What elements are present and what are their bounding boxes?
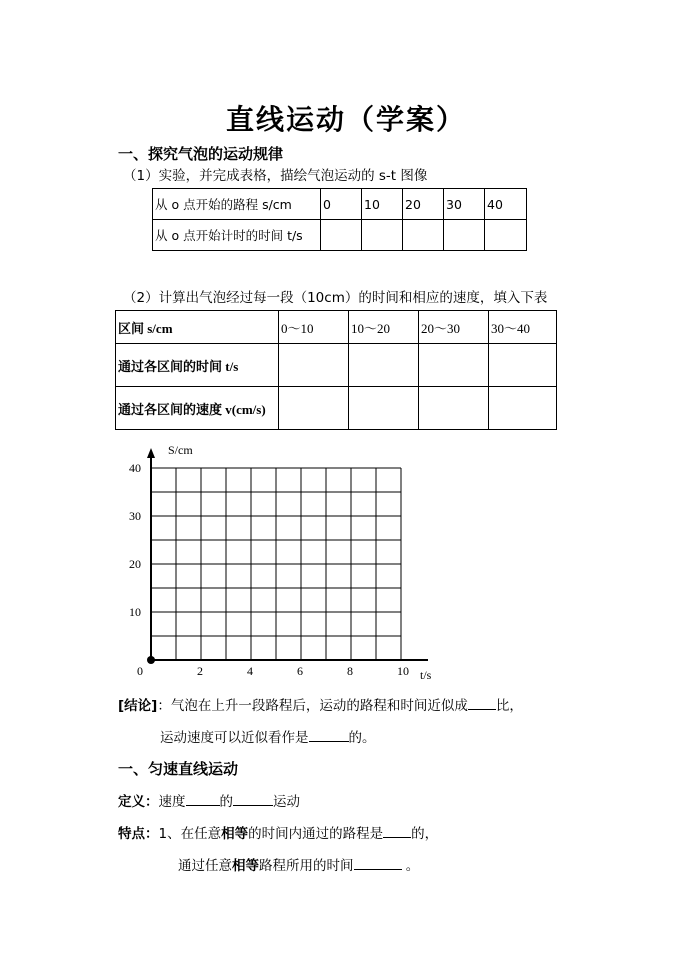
conclusion-text-b: 比， [495,698,523,714]
data-points [147,656,155,664]
feature2-text-c: 。 [401,858,420,874]
feature2-bold: 相等 [232,858,259,874]
distance-cell: 20 [403,189,444,220]
y-tick-label: 10 [129,605,141,619]
interval-cell: 10～20 [349,311,419,344]
speed-input-cell[interactable] [489,387,557,430]
row2-label: 从 o 点开始计时的时间 t/s [153,220,321,251]
axes [147,448,428,660]
time-input-cell[interactable] [489,344,557,387]
x-tick-label: 2 [197,664,203,678]
interval-cell: 0～10 [279,311,349,344]
time-input-cell[interactable] [419,344,489,387]
definition-text-a: 速度 [158,794,186,810]
section2-heading: 一、匀速直线运动 [118,760,239,778]
x-tick-label: 8 [347,664,353,678]
feature-line2 [178,854,419,874]
table-row [116,387,557,430]
speed-input-cell[interactable] [419,387,489,430]
blank-speed-type[interactable] [309,740,349,742]
tick-labels [129,461,409,678]
definition-text-b: 的 [219,794,233,810]
interval-cell: 30～40 [489,311,557,344]
feature1-text-c: 的， [411,826,439,842]
y-tick-label: 30 [129,509,141,523]
interval-cell: 20～30 [419,311,489,344]
blank-feature-2[interactable] [354,868,402,870]
row-speed-label: 通过各区间的速度 v(cm/s) [116,387,279,430]
feature1-bold: 相等 [221,826,249,842]
feature1-text-a: 1、在任意 [158,826,222,842]
time-input-cell[interactable] [362,220,403,251]
x-axis-label: t/s [420,668,432,682]
x-tick-label: 10 [397,664,409,678]
conclusion-line1 [118,694,523,714]
y-tick-label: 40 [129,461,141,475]
table-row [153,220,527,251]
s-t-graph[interactable] [110,438,450,688]
conclusion-text-c: 运动速度可以近似看作是 [160,730,309,746]
x-tick-label: 4 [247,664,253,678]
step1-instruction: （1）实验，并完成表格，描绘气泡运动的 s-t 图像 [123,168,428,184]
time-input-cell[interactable] [279,344,349,387]
row-time-label: 通过各区间的时间 t/s [116,344,279,387]
blank-def-1[interactable] [186,804,220,806]
step2-instruction: （2）计算出气泡经过每一段（10cm）的时间和相应的速度，填入下表 [123,290,548,306]
blank-proportion[interactable] [468,708,496,710]
time-input-cell[interactable] [321,220,362,251]
conclusion-line2 [160,726,376,746]
row1-label: 从 o 点开始的路程 s/cm [153,189,321,220]
section1-heading: 一、探究气泡的运动规律 [118,145,284,163]
feature2-text-b: 路程所用的时间 [259,858,354,874]
interval-header-label: 区间 s/cm [116,311,279,344]
distance-cell: 0 [321,189,362,220]
distance-cell: 30 [444,189,485,220]
conclusion-text-a: ：气泡在上升一段路程后，运动的路程和时间近似成 [157,698,468,714]
grid-lines [151,468,401,660]
definition-text-c: 运动 [273,794,300,810]
time-input-cell[interactable] [444,220,485,251]
time-input-cell[interactable] [485,220,527,251]
definition-label: 定义： [118,794,159,810]
feature-line1 [118,822,438,842]
blank-feature-1[interactable] [383,836,411,838]
interval-speed-table [115,310,557,430]
table-row [116,311,557,344]
data-point [147,656,155,664]
feature-label: 特点： [118,826,159,842]
y-axis-arrow-icon [147,448,155,458]
definition-line [118,790,300,810]
time-input-cell[interactable] [403,220,444,251]
y-tick-label: 20 [129,557,141,571]
distance-time-table [152,188,527,251]
time-input-cell[interactable] [349,344,419,387]
speed-input-cell[interactable] [279,387,349,430]
y-axis-label: S/cm [168,443,193,457]
conclusion-text-d: 的。 [348,730,376,746]
feature2-text-a: 通过任意 [178,858,232,874]
distance-cell: 10 [362,189,403,220]
conclusion-label: [结论] [118,698,158,714]
blank-def-2[interactable] [233,804,273,806]
distance-cell: 40 [485,189,527,220]
feature1-text-b: 的时间内通过的路程是 [248,826,384,842]
x-tick-label: 0 [137,664,143,678]
speed-input-cell[interactable] [349,387,419,430]
page-title: 直线运动（学案） [225,103,466,136]
table-row [116,344,557,387]
x-tick-label: 6 [297,664,303,678]
table-row [153,189,527,220]
